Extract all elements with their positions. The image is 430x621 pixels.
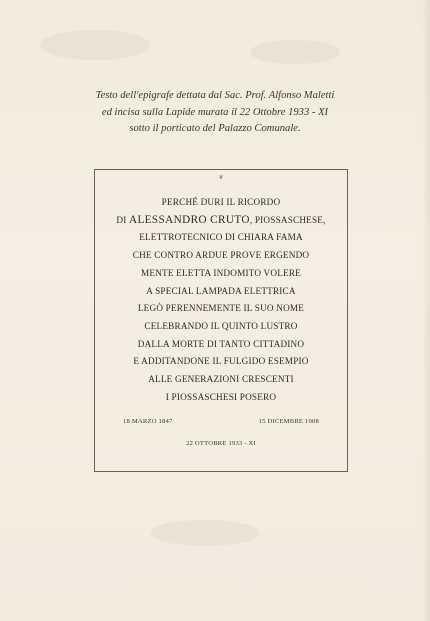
epigraph-line: ALLE GENERAZIONI CRESCENTI: [148, 374, 294, 385]
epigraph-line: DALLA MORTE DI TANTO CITTADINO: [137, 338, 305, 349]
epigraph-line: I PIOSSASCHESI POSERO: [165, 391, 277, 402]
epigraph-line: ELETTROTECNICO DI CHIARA FAMA: [139, 232, 303, 243]
dedication-date: 22 OTTOBRE 1933 - XI: [186, 440, 256, 447]
epigraph-line: MENTE ELETTA INDOMITO VOLERE: [141, 267, 301, 278]
birth-date: 18 MARZO 1847: [123, 418, 173, 425]
death-date: 15 DICEMBRE 1908: [258, 418, 319, 425]
caption-line: ed incisa sulla Lapide murata il 22 Ottobre 1933 - XI: [101, 106, 329, 118]
epigraph-frame: [94, 169, 348, 472]
paper-stain: [40, 30, 150, 60]
caption-line: Testo dell'epigrafe dettata dal Sac. Prof. Alfonso Maletti: [95, 90, 335, 101]
epigraph-caption: [40, 88, 390, 138]
epigraph-text: [95, 194, 347, 406]
epigraph-suffix: , PIOSSASCHESE,: [249, 214, 326, 225]
caption-line: sotto il porticato del Palazzo Comunale.: [129, 123, 301, 134]
epigraph-line: CELEBRANDO IL QUINTO LUSTRO: [144, 320, 298, 331]
epigraph-line: A SPECIAL LAMPADA ELETTRICA: [146, 285, 296, 296]
epigraph-line: LEGÒ PERENNEMENTE IL SUO NOME: [137, 303, 305, 314]
ornament-icon: ❦: [218, 175, 224, 181]
epigraph-prefix: DI: [116, 214, 129, 225]
epigraph-line: PERCHÉ DURI IL RICORDO: [161, 197, 281, 207]
epigraph-line-name: [95, 212, 347, 230]
epigraph-line: E ADDITANDONE IL FULGIDO ESEMPIO: [133, 356, 309, 367]
paper-stain: [150, 520, 260, 546]
person-name: ALESSANDRO CRUTO: [128, 213, 250, 226]
epigraph-line: CHE CONTRO ARDUE PROVE ERGENDO: [132, 250, 310, 261]
paper-stain: [250, 40, 340, 64]
page-edge-shadow: [422, 0, 430, 621]
